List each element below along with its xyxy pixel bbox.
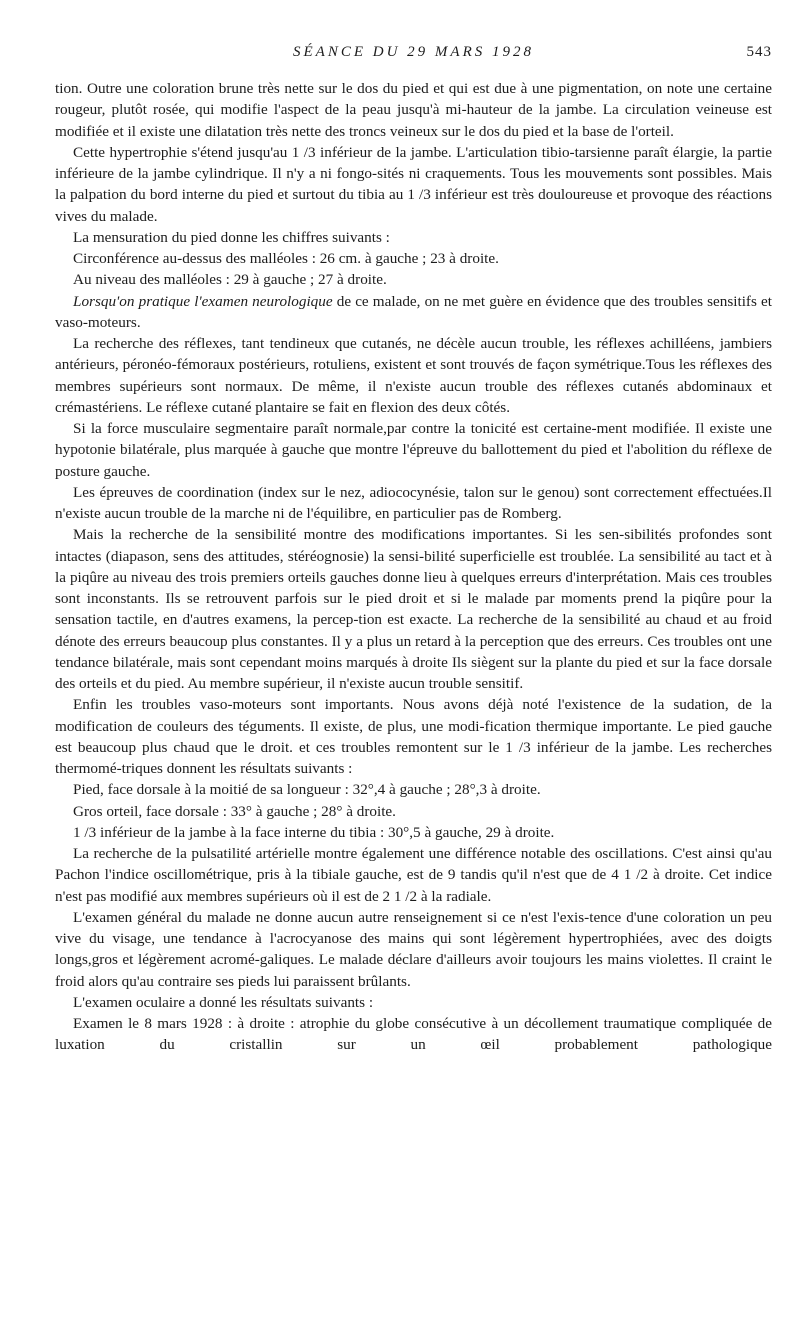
paragraph: 1 /3 inférieur de la jambe à la face interne du tibia : 30°,5 à gauche, 29 à droite. [73, 823, 555, 841]
paragraph: La mensuration du pied donne les chiffres suivants : [73, 228, 390, 246]
paragraph: Pied, face dorsale à la moitié de sa longueur : 32°,4 à gauche ; 28°,3 à droite. [73, 781, 541, 799]
paragraph: Examen le 8 mars 1928 : à droite : atrophie du globe consécutive à un décollement traumatique compliquée de luxation du cristallin sur un œil probablement pathologique [55, 1015, 772, 1054]
paragraph: La recherche de la pulsatilité artérielle montre également une différence notable des oscillations. C'est ainsi qu'au Pachon l'indice oscillométrique, pris à la tibiale gauche, est de 9 tandis qu'il n'est que de 4 1 /2 à droite. Cet indice n'est pas modifié aux membres supérieurs où il est de 2 1 /2 à la radiale. [55, 845, 772, 905]
paragraph: tion. Outre une coloration brune très nette sur le dos du pied et qui est due à une pigmentation, on note une certaine rougeur, plutôt rosée, qui modifie l'aspect de la peau jusqu'à mi-hauteur de la jambe. La circulation veineuse est modifiée et il existe une dilatation très nette des troncs veineux sur le dos du pied et la base de l'orteil. [55, 80, 772, 140]
paragraph-text: de ce malade, on ne met guère en évidence que des troubles sensitifs et vaso-moteurs. [55, 292, 772, 331]
paragraph: Les épreuves de coordination (index sur le nez, adiococynésie, talon sur le genou) sont correctement effectuées.Il n'existe aucun trouble de la marche ni de l'équilibre, en particulier pas de Romberg. [55, 483, 772, 522]
italic-lead: Lorsqu'on pratique l'examen neurologique [73, 292, 333, 310]
body-text [55, 78, 772, 1056]
paragraph: La recherche des réflexes, tant tendineux que cutanés, ne décèle aucun trouble, les réflexes achilléens, jambiers antérieurs, péronéo-fémoraux postérieurs, rotuliens, existent et sont trouvés de façon symétrique.Tous les réflexes des membres supérieurs sont normaux. De même, il n'existe aucun trouble des réflexes cutanés abdominaux et crémastériens. Le réflexe cutané plantaire se fait en flexion des deux côtés. [55, 335, 772, 416]
paragraph: Au niveau des malléoles : 29 à gauche ; 27 à droite. [73, 271, 387, 289]
running-title: SÉANCE DU 29 MARS 1928 [293, 44, 534, 60]
paragraph: Circonférence au-dessus des malléoles : 26 cm. à gauche ; 23 à droite. [73, 250, 499, 267]
paragraph: Enfin les troubles vaso-moteurs sont importants. Nous avons déjà noté l'existence de la sudation, de la modification de couleurs des téguments. Il existe, de plus, une modi-fication thermique importante. Le pied gauche est beaucoup plus chaud que le droit. et ces troubles remontent sur le 1 /3 inférieur de la jambe. Les recherches thermomé-triques donnent les résultats suivants : [55, 696, 772, 777]
page-number: 543 [746, 44, 772, 60]
paragraph: Gros orteil, face dorsale : 33° à gauche ; 28° à droite. [73, 802, 396, 820]
paragraph: Mais la recherche de la sensibilité montre des modifications importantes. Si les sen-sibilités profondes sont intactes (diapason, sens des attitudes, stéréognosie) la sensi-bilité superficielle est troublée. La sensibilité au tact et à la piqûre au niveau des trois premiers orteils gauches donne lieu à quelques erreurs d'interprétation. Mais ces troubles sont inconstants. Ils se retrouvent parfois sur le pied droit et si le malade par moments prend la piqûre pour la sensation tactile, en d'autres examens, la percep-tion est exacte. La recherche de la sensibilité au chaud et au froid dénote des erreurs beaucoup plus constantes. Il y a plus un retard à la perception que des erreurs. Ces troubles ont une tendance bilatérale, mais sont cependant moins marqués à droite Ils siègent sur la plante du pied et sur la face dorsale des orteils et du pied. Au membre supérieur, il n'existe aucun trouble sensitif. [55, 526, 772, 692]
paragraph: L'examen oculaire a donné les résultats suivants : [73, 993, 374, 1011]
paragraph: L'examen général du malade ne donne aucun autre renseignement si ce n'est l'exis-tence d'une coloration un peu vive du visage, une tendance à l'acrocyanose des mains qui sont légèrement hypertrophiées, avec des doigts longs,gros et légèrement acromé-galiques. Le malade déclare d'ailleurs avoir toujours les mains violettes. Il craint le froid alors qu'au contraire ses pieds lui paraissent brûlants. [55, 908, 772, 990]
paragraph: Cette hypertrophie s'étend jusqu'au 1 /3 inférieur de la jambe. L'articulation tibio-tarsienne paraît élargie, la partie inférieure de la jambe cylindrique. Il n'y a ni fongo-sités ni craquements. Tous les mouvements sont possibles. Mais la palpation du bord interne du pied et surtout du tibia au 1 /3 inférieur est très douloureuse et provoque des réactions vives du malade. [55, 143, 772, 225]
running-header [55, 44, 772, 68]
paragraph [55, 291, 772, 334]
paragraph: Si la force musculaire segmentaire paraît normale,par contre la tonicité est certaine-ment modifiée. Il existe une hypotonie bilatérale, plus marquée à gauche que montre l'épreuve du ballottement du pied et l'abolition du réflexe de posture gauche. [55, 420, 772, 480]
